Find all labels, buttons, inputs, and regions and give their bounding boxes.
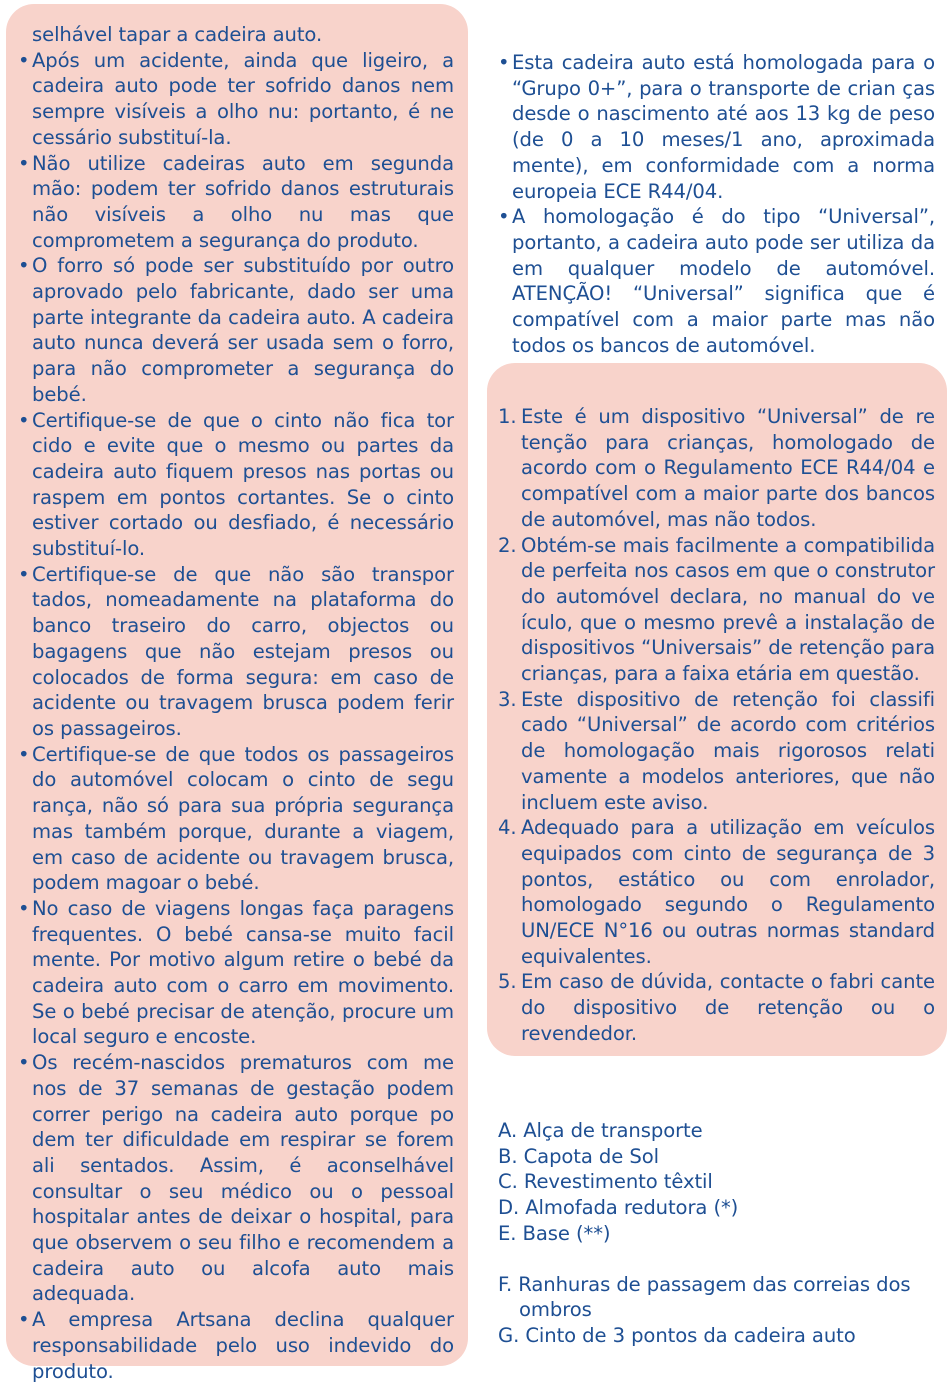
legend-item: G. Cinto de 3 pontos da cadeira auto bbox=[498, 1323, 856, 1347]
left-warnings-column bbox=[18, 22, 454, 1384]
bullet-dot: • bbox=[498, 205, 510, 229]
warning-bullet: • Certifique-se de que não são transpor tados, nomeadamente na plataforma do banco traseiro do carro, objectos ou bagagens que não estejam presos ou colocados de forma segura: em caso de acidente ou travagem brusca podem ferir os passageiros. bbox=[18, 562, 454, 740]
homologation-column bbox=[498, 50, 935, 358]
notice-number: 3. bbox=[498, 687, 517, 711]
bullet-dot: • bbox=[18, 742, 30, 766]
bullet-dot: • bbox=[498, 51, 510, 74]
parts-legend bbox=[498, 1118, 938, 1349]
legend-item: D. Almofada redutora (*) bbox=[498, 1196, 739, 1220]
legend-item: A. Alça de transporte bbox=[498, 1119, 703, 1142]
continuation-text: selhável tapar a cadeira auto. bbox=[32, 23, 323, 46]
bullet-dot: • bbox=[18, 896, 30, 920]
warning-bullet: • Não utilize cadeiras auto em segunda mão: podem ter sofrido danos estruturais não visíveis a olho nu mas que comprometem a segurança do produto. bbox=[18, 151, 454, 252]
legend-item: E. Base (**) bbox=[498, 1221, 611, 1245]
notice-item: 4. Adequado para a utilização em veículos equipados com cinto de segurança de 3 pontos, estático ou com enrolador, homologado segundo o Regulamento UN/ECE N°16 ou outras normas standard equivalentes. bbox=[498, 816, 935, 968]
notice-number: 4. bbox=[498, 816, 517, 840]
notice-item: 2. Obtém-se mais facilmente a compatibilida de perfeita nos casos em que o construtor do automóvel declara, no manual do ve ículo, que o mesmo prevê a instalação de dispositivos “Universais” de retenção para crianças, para a faixa etária em questão. bbox=[498, 533, 935, 686]
notice-number: 1. bbox=[498, 405, 517, 428]
notice-number: 2. bbox=[498, 533, 517, 557]
homologation-bullet: • A homologação é do tipo “Universal”, portanto, a cadeira auto pode ser utiliza da em qualquer modelo de automóvel. ATENÇÃO! “Universal” significa que é compatível com a maior parte mas não todos os bancos de automóvel. bbox=[498, 205, 935, 357]
bullet-dot: • bbox=[18, 1051, 30, 1075]
bullet-dot: • bbox=[18, 48, 30, 72]
legend-item: C. Revestimento têxtil bbox=[498, 1170, 713, 1194]
bullet-dot: • bbox=[18, 1308, 30, 1332]
bullet-dot: • bbox=[18, 151, 30, 175]
notice-item: 5. Em caso de dúvida, contacte o fabri cante do dispositivo de retenção ou o revendedor. bbox=[498, 970, 935, 1045]
legend-item: F. Ranhuras de passagem das correias dos ombros bbox=[498, 1272, 911, 1322]
warning-bullet: • A empresa Artsana declina qualquer responsabilidade pelo uso indevido do produto. bbox=[18, 1308, 454, 1383]
warning-bullet: • Após um acidente, ainda que ligeiro, a cadeira auto pode ter sofrido danos nem sempre visíveis a olho nu: portanto, é ne cessário substituí-la. bbox=[18, 48, 454, 149]
legend-item: B. Capota de Sol bbox=[498, 1144, 659, 1168]
bullet-dot: • bbox=[18, 562, 30, 586]
notice-item: 1. Este é um dispositivo “Universal” de re tenção para crianças, homologado de acordo com o Regulamento ECE R44/04 e compatível com a maior parte dos bancos de automóvel, mas não todos. bbox=[498, 405, 935, 531]
universal-notice-list bbox=[498, 404, 935, 1047]
warning-bullet: • Certifique-se de que todos os passageiros do automóvel colocam o cinto de segu rança, não só para sua própria segurança mas também porque, durante a viagem, em caso de acidente ou travagem brusca, podem magoar o bebé. bbox=[18, 742, 454, 895]
warning-bullet: • No caso de viagens longas faça paragens frequentes. O bebé cansa-se muito facil mente. Por motivo algum retire o bebé da cadeira auto com o carro em movimento. Se o bebé precisar de atenção, procure um local seguro e encoste. bbox=[18, 896, 454, 1049]
warning-bullet: • Os recém-nascidos prematuros com me nos de 37 semanas de gestação podem correr perigo na cadeira auto porque po dem ter dificuldade em respirar se forem ali sentados. Assim, é aconselhável consultar o seu médico ou o pessoal hospitalar antes de deixar o hospital, para que observem o seu filho e recomendem a cadeira auto ou alcofa auto mais adequada. bbox=[18, 1051, 454, 1306]
bullet-dot: • bbox=[18, 254, 30, 278]
bullet-dot: • bbox=[18, 408, 30, 432]
notice-item: 3. Este dispositivo de retenção foi classifi cado “Universal” de acordo com critérios de homologação mais rigorosos relati vamente a modelos anteriores, que não incluem este aviso. bbox=[498, 687, 935, 814]
warning-bullet: • O forro só pode ser substituído por outro aprovado pelo fabricante, dado ser uma parte integrante da cadeira auto. A cadeira auto nunca deverá ser usada sem o forro, para não comprometer a segurança do bebé. bbox=[18, 254, 454, 406]
legend-spacer bbox=[498, 1247, 938, 1272]
notice-number: 5. bbox=[498, 970, 517, 994]
homologation-bullet: • Esta cadeira auto está homologada para o “Grupo 0+”, para o transporte de crian ças desde o nascimento até aos 13 kg de peso (de 0 a 10 meses/1 ano, aproximada mente), em conformidade com a norma europeia ECE R44/04. bbox=[498, 51, 935, 203]
warning-bullet: • Certifique-se de que o cinto não fica tor cido e evite que o mesmo ou partes da cadeira auto fiquem presos nas portas ou raspem em pontos cortantes. Se o cinto estiver cortado ou desfiado, é necessário substituí-lo. bbox=[18, 408, 454, 561]
